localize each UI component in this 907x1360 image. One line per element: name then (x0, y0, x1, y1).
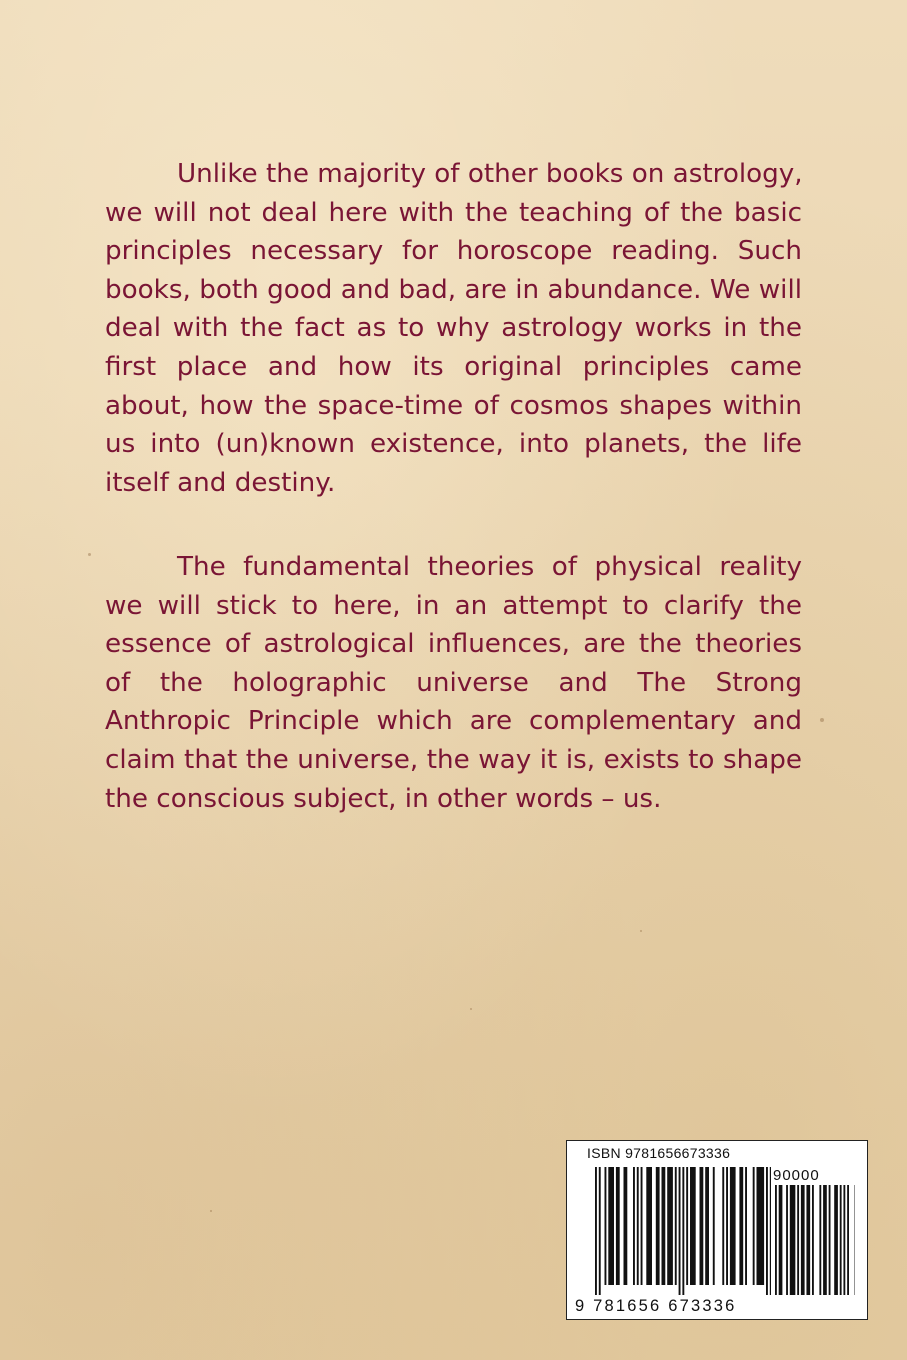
text-line: we will not deal here with the teaching of the basic (105, 197, 802, 228)
barcode-bar (843, 1185, 845, 1295)
barcode-bar (806, 1185, 810, 1295)
barcode-bar (775, 1185, 777, 1295)
isbn-label: ISBN 9781656673336 (587, 1145, 731, 1161)
barcode-bar (700, 1167, 704, 1285)
text-line: the conscious subject, in other words – us. (105, 783, 662, 814)
barcode-bar (713, 1167, 715, 1285)
barcode-bar (682, 1167, 684, 1295)
barcode-bar (605, 1167, 607, 1285)
barcode-bar (616, 1167, 620, 1285)
text-line: we will stick to here, in an attempt to clarify the (105, 590, 802, 621)
paper-speck (88, 553, 91, 556)
barcode-bar (675, 1167, 677, 1285)
paper-speck (640, 930, 642, 932)
barcode-bar (726, 1167, 728, 1285)
text-line: Anthropic Principle which are complementary and (105, 706, 802, 737)
text-line: about, how the space-time of cosmos shapes within (105, 390, 802, 421)
barcode-bar (608, 1167, 614, 1285)
barcode-bar (667, 1167, 673, 1285)
text-line: itself and destiny. (105, 467, 336, 498)
isbn-barcode (566, 1140, 868, 1320)
ean-digits: 9 781656 673336 (575, 1297, 737, 1315)
blurb-paragraph-2 (105, 548, 802, 818)
paper-speck (820, 718, 824, 722)
addon-barcode-bars (775, 1185, 855, 1297)
text-line: first place and how its original principles came (105, 351, 802, 382)
barcode-bar (770, 1167, 771, 1295)
barcode-bar (662, 1167, 666, 1285)
barcode-bar (786, 1185, 788, 1295)
text-line: of the holographic universe and The Strong (105, 667, 802, 698)
blurb-paragraph-1 (105, 155, 802, 502)
barcode-bar (766, 1167, 768, 1295)
barcode-bar (829, 1185, 831, 1295)
barcode-bar (722, 1167, 724, 1285)
barcode-bar (819, 1185, 821, 1295)
ean-barcode-bars (595, 1167, 771, 1297)
barcode-bar (823, 1185, 827, 1295)
barcode-bar (624, 1167, 628, 1285)
barcode-bar (757, 1167, 765, 1285)
text-line: books, both good and bad, are in abundance. We will (105, 274, 802, 305)
barcode-bar (686, 1167, 688, 1285)
paper-speck (210, 1210, 212, 1212)
barcode-bar (690, 1167, 696, 1285)
barcode-bar (739, 1167, 743, 1285)
text-line: essence of astrological influences, are the theories (105, 629, 802, 660)
text-line: principles necessary for horoscope reading. Such (105, 236, 802, 267)
text-line: Unlike the majority of other books on astrology, (177, 159, 803, 189)
barcode-bar (797, 1185, 799, 1295)
barcode-bar (834, 1185, 838, 1295)
barcode-bar (633, 1167, 635, 1285)
text-line: deal with the fact as to why astrology works in the (105, 313, 802, 344)
barcode-bar (790, 1185, 796, 1295)
paper-speck (470, 1008, 472, 1010)
text-line: The fundamental theories of physical reality (177, 552, 802, 582)
barcode-bar (595, 1167, 597, 1295)
barcode-bar (656, 1167, 660, 1285)
price-addon-code: 90000 (773, 1167, 820, 1184)
barcode-bar (812, 1185, 814, 1295)
barcode-bar (637, 1167, 639, 1285)
barcode-bar (679, 1167, 681, 1295)
barcode-bar (779, 1185, 783, 1295)
barcode-bar (745, 1167, 747, 1285)
barcode-bar (641, 1167, 643, 1285)
text-line: claim that the universe, the way it is, exists to shape (105, 744, 802, 775)
barcode-bar (801, 1185, 805, 1295)
barcode-bar (847, 1185, 849, 1295)
barcode-bar (753, 1167, 755, 1285)
barcode-bar (730, 1167, 736, 1285)
text-line: us into (un)known existence, into planets, the life (105, 429, 802, 460)
barcode-bar (840, 1185, 842, 1295)
barcode-bar (646, 1167, 652, 1285)
barcode-bar (599, 1167, 601, 1295)
barcode-bar (705, 1167, 709, 1285)
